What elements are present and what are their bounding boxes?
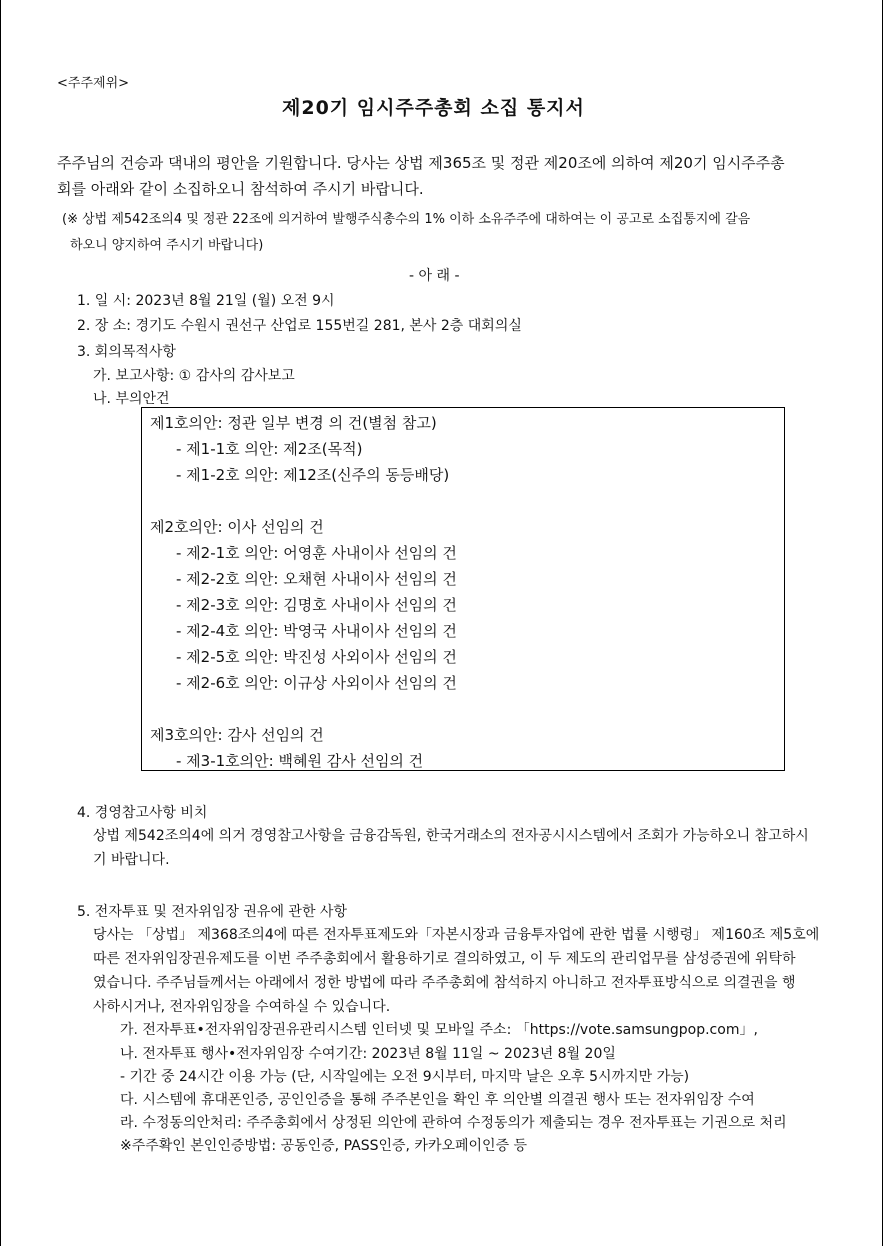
section-5-heading: 5. 전자투표 및 전자위임장 권유에 관한 사항 xyxy=(77,904,347,920)
agenda-item-2-4: - 제2-4호 의안: 박영국 사내이사 선임의 건 xyxy=(176,622,457,640)
agenda-item-2-6: - 제2-6호 의안: 이규상 사외이사 선임의 건 xyxy=(176,674,457,692)
agenda-item-2-2: - 제2-2호 의안: 오채현 사내이사 선임의 건 xyxy=(176,570,457,588)
intro-note-line-2: 하오니 양지하여 주시기 바랍니다) xyxy=(70,238,264,253)
section-4-line-1: 상법 제542조의4에 의거 경영참고사항을 금융감독원, 한국거래소의 전자공시시스템에서 조회가 가능하오니 참고하시 xyxy=(93,828,809,844)
agenda-item-3: 제3호의안: 감사 선임의 건 xyxy=(150,726,324,744)
section-5-line-3: 였습니다. 주주님들께서는 아래에서 정한 방법에 따라 주주총회에 참석하지 아니하고 전자투표방식으로 의결권을 행 xyxy=(93,975,796,991)
agenda-item-1: 제1호의안: 정관 일부 변경 의 건(별첨 참고) xyxy=(150,414,437,432)
intro-line-2: 회를 아래와 같이 소집하오니 참석하여 주시기 바랍니다. xyxy=(57,180,424,198)
agenda-item-2: 제2호의안: 이사 선임의 건 xyxy=(150,518,324,536)
agenda-item-1-1: - 제1-1호 의안: 제2조(목적) xyxy=(176,440,363,458)
resolution-heading: 나. 부의안건 xyxy=(93,391,170,407)
agenda-item-1-2: - 제1-2호 의안: 제12조(신주의 동등배당) xyxy=(176,466,450,484)
section-5-item-ga: 가. 전자투표•전자위임장권유관리시스템 인터넷 및 모바일 주소: 「https://vote.samsungpop.com」, xyxy=(120,1022,758,1038)
agenda-item-2-5: - 제2-5호 의안: 박진성 사외이사 선임의 건 xyxy=(176,648,457,666)
section-5-item-na: 나. 전자투표 행사•전자위임장 수여기간: 2023년 8월 11일 ~ 2023년 8월 20일 xyxy=(120,1046,616,1062)
agenda-item-2-1: - 제2-1호 의안: 어영훈 사내이사 선임의 건 xyxy=(176,544,457,562)
meeting-date: 1. 일 시: 2023년 8월 21일 (월) 오전 9시 xyxy=(77,293,335,309)
document-tag: <주주제위> xyxy=(57,76,130,91)
section-5-item-ra: 라. 수정동의안처리: 주주총회에서 상정된 의안에 관하여 수정동의가 제출되는 경우 전자투표는 기권으로 처리 xyxy=(120,1115,787,1131)
intro-note-line-1: (※ 상법 제542조의4 및 정관 22조에 의거하여 발행주식총수의 1% 이하 소유주주에 대하여는 이 공고로 소집통지에 갈음 xyxy=(62,212,751,227)
section-4-line-2: 기 바랍니다. xyxy=(93,852,170,868)
page-title: 제20기 임시주주총회 소집 통지서 xyxy=(282,97,585,119)
intro-line-1: 주주님의 건승과 댁내의 평안을 기원합니다. 당사는 상법 제365조 및 정관 제20조에 의하여 제20기 임시주주총 xyxy=(57,154,785,172)
section-5-line-1: 당사는 「상법」 제368조의4에 따른 전자투표제도와「자본시장과 금융투자업에 관한 법률 시행령」 제160조 제5호에 xyxy=(93,927,820,943)
section-5-line-2: 따른 전자위임장권유제도를 이번 주주총회에서 활용하기로 결의하였고, 이 두 제도의 관리업무를 삼성증권에 위탁하 xyxy=(93,951,796,967)
page-border-left xyxy=(0,0,1,1246)
section-4-heading: 4. 경영참고사항 비치 xyxy=(77,805,208,821)
agenda-box xyxy=(141,407,785,771)
section-5-item-na-sub: - 기간 중 24시간 이용 가능 (단, 시작일에는 오전 9시부터, 마지막 날은 오후 5시까지만 가능) xyxy=(120,1069,690,1085)
agenda-item-3-1: - 제3-1호의안: 백혜원 감사 선임의 건 xyxy=(176,752,424,770)
section-5-item-da: 다. 시스템에 휴대폰인증, 공인인증을 통해 주주본인을 확인 후 의안별 의결권 행사 또는 전자위임장 수여 xyxy=(120,1092,755,1108)
agenda-item-2-3: - 제2-3호 의안: 김명호 사내이사 선임의 건 xyxy=(176,596,457,614)
section-5-line-4: 사하시거나, 전자위임장을 수여하실 수 있습니다. xyxy=(93,999,391,1015)
report-item: 가. 보고사항: ① 감사의 감사보고 xyxy=(93,368,295,384)
section-5-auth-note: ※주주확인 본인인증방법: 공동인증, PASS인증, 카카오페이인증 등 xyxy=(120,1138,528,1154)
section-marker: - 아 래 - xyxy=(409,268,460,284)
meeting-place: 2. 장 소: 경기도 수원시 권선구 산업로 155번길 281, 본사 2층 대회의실 xyxy=(77,318,522,334)
meeting-purpose-heading: 3. 회의목적사항 xyxy=(77,344,176,360)
